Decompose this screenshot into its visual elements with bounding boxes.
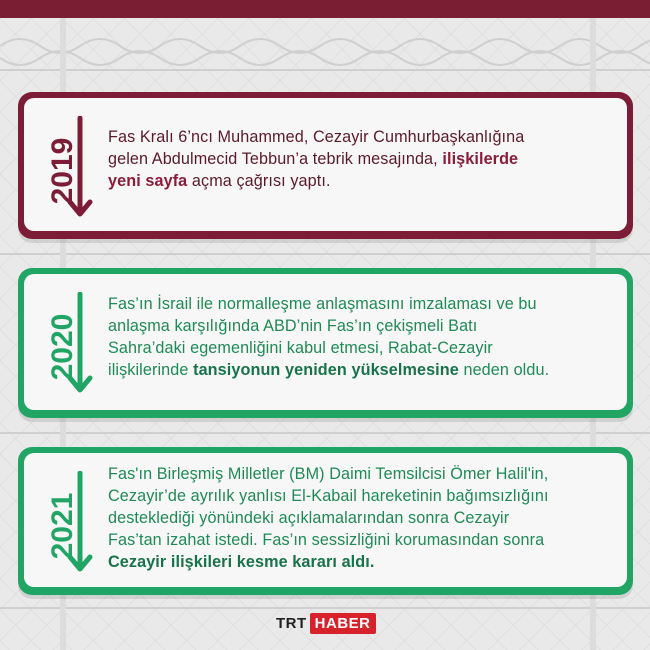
event-text — [108, 293, 619, 381]
card-inner — [24, 274, 627, 410]
year-label: 2021 — [46, 492, 79, 560]
timeline-card-2021 — [18, 447, 633, 595]
brand-trt: TRT — [276, 614, 307, 632]
year-label: 2020 — [46, 313, 79, 381]
event-text — [108, 463, 619, 573]
highlight-text: ilişkilerde — [442, 150, 519, 168]
year-down-arrow-icon — [32, 116, 102, 226]
year-marker — [32, 292, 102, 402]
text-line — [108, 170, 619, 192]
text-line: Cezayir’de ayrılık yanlısı El-Kabail hareketinin bağımsızlığını — [108, 487, 549, 505]
brand-haber: HABER — [310, 613, 376, 634]
text-line: Sahra’daki egemenliğini kabul etmesi, Rabat-Cezayir — [108, 339, 493, 357]
highlight-text: yeni sayfa — [108, 172, 188, 190]
text-line: Fas’ın İsrail ile normalleşme anlaşmasını imzalaması ve bu — [108, 295, 537, 313]
text-line — [108, 551, 619, 573]
text-line: Fas’tan izahat istedi. Fas’ın sessizliğini korumasından sonra — [108, 531, 545, 549]
text-span: neden oldu. — [458, 361, 550, 379]
highlight-text: tansiyonun yeniden yükselmesine — [193, 361, 459, 379]
text-line: Fas'ın Birleşmiş Milletler (BM) Daimi Temsilcisi Ömer Halil'in, — [108, 465, 549, 483]
year-down-arrow-icon — [32, 292, 102, 402]
top-band — [0, 0, 650, 18]
timeline-card-2019 — [18, 92, 633, 239]
highlight-text: Cezayir ilişkileri kesme kararı aldı. — [108, 553, 375, 571]
text-span: ilişkilerinde — [108, 361, 194, 379]
year-marker — [32, 471, 102, 581]
year-down-arrow-icon — [32, 471, 102, 581]
brand-logo — [276, 611, 376, 635]
text-line: desteklediği yönündeki açıklamalarından sonra Cezayir — [108, 509, 510, 527]
text-line: Fas Kralı 6’ncı Muhammed, Cezayir Cumhurbaşkanlığına — [108, 128, 525, 146]
card-inner — [24, 98, 627, 231]
event-text — [108, 126, 619, 192]
year-label: 2019 — [46, 137, 79, 205]
text-line: anlaşma karşılığında ABD’nin Fas’ın çekişmeli Batı — [108, 317, 478, 335]
timeline-card-2020 — [18, 268, 633, 418]
text-span: gelen Abdulmecid Tebbun’a tebrik mesajında, — [108, 150, 443, 168]
text-line — [108, 148, 619, 170]
year-marker — [32, 116, 102, 226]
card-inner — [24, 453, 627, 587]
text-span: açma çağrısı yaptı. — [187, 172, 331, 190]
text-line — [108, 359, 619, 381]
